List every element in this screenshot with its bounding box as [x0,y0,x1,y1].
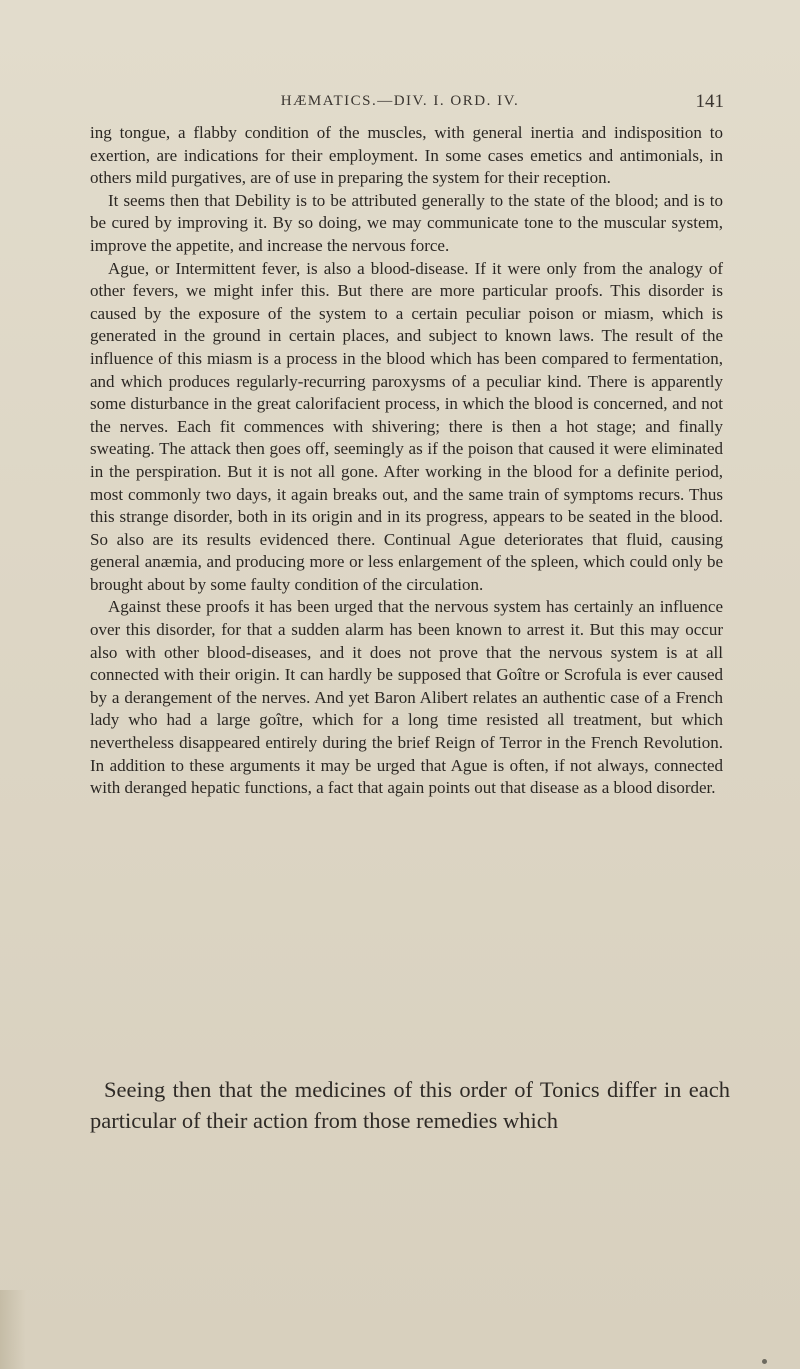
paragraph-debility: It seems then that Debility is to be attributed generally to the state of the blood; and is to be cured by improving it. By so doing, we may communicate tone to the muscular system, improve the appetite, and increase the nervous force. [90,190,723,255]
large-type-section [90,1074,730,1136]
paragraph-tonics: Seeing then that the medicines of this order of Tonics differ in each particular of their action from those remedies which [90,1077,730,1133]
page-number: 141 [695,91,724,112]
running-head [0,93,800,123]
running-title: HÆMATICS.—DIV. I. ORD. IV. [280,93,520,109]
body-text [90,122,723,800]
paragraph-ague: Ague, or Intermittent fever, is also a blood-disease. If it were only from the analogy of other fevers, we might infer this. But there are more particular proofs. This disorder is caused by the exposure of the system to a certain peculiar poison or miasm, which is generated in the ground in certain places, and subject to known laws. The result of the influence of this miasm is a process in the blood which has been compared to fermentation, and which produces regularly-recurring paroxysms of a peculiar kind. There is apparently some disturbance in the great calorifacient process, in which the blood is concerned, and not the nerves. Each fit commences with shivering; there is then a hot stage; and finally sweating. The attack then goes off, seemingly as if the poison that caused it were eliminated in the perspiration. But it is not all gone. After working in the blood for a definite period, most commonly two days, it again breaks out, and the same train of symptoms recurs. Thus this strange disorder, both in its origin and in its progress, appears to be seated in the blood. So also are its results evidenced there. Continual Ague deteriorates that fluid, causing general anæmia, and producing more or less enlargement of the spleen, which could only be brought about by some faulty condition of the circulation. [90,258,723,594]
paper-blemish [762,1359,767,1364]
paragraph-continuation: ing tongue, a flabby condition of the muscles, with general inertia and indisposition to exertion, are indications for their employment. In some cases emetics and antimonials, in others mild purgatives, are of use in preparing the system for their reception. [90,123,723,188]
page-edge-shadow [0,1290,26,1369]
paragraph-objections: Against these proofs it has been urged that the nervous system has certainly an influence over this disorder, for that a sudden alarm has been known to arrest it. But this may occur also with other blood-diseases, and it does not prove that the nervous system is at all connected with their origin. It can hardly be supposed that Goître or Scrofula is ever caused by a derangement of the nerves. And yet Baron Alibert relates an authentic case of a French lady who had a large goître, which for a long time resisted all treatment, but which nevertheless disappeared entirely during the brief Reign of Terror in the French Revolution. In addition to these arguments it may be urged that Ague is often, if not always, connected with deranged hepatic functions, a fact that again points out that disease as a blood disorder. [90,597,723,798]
